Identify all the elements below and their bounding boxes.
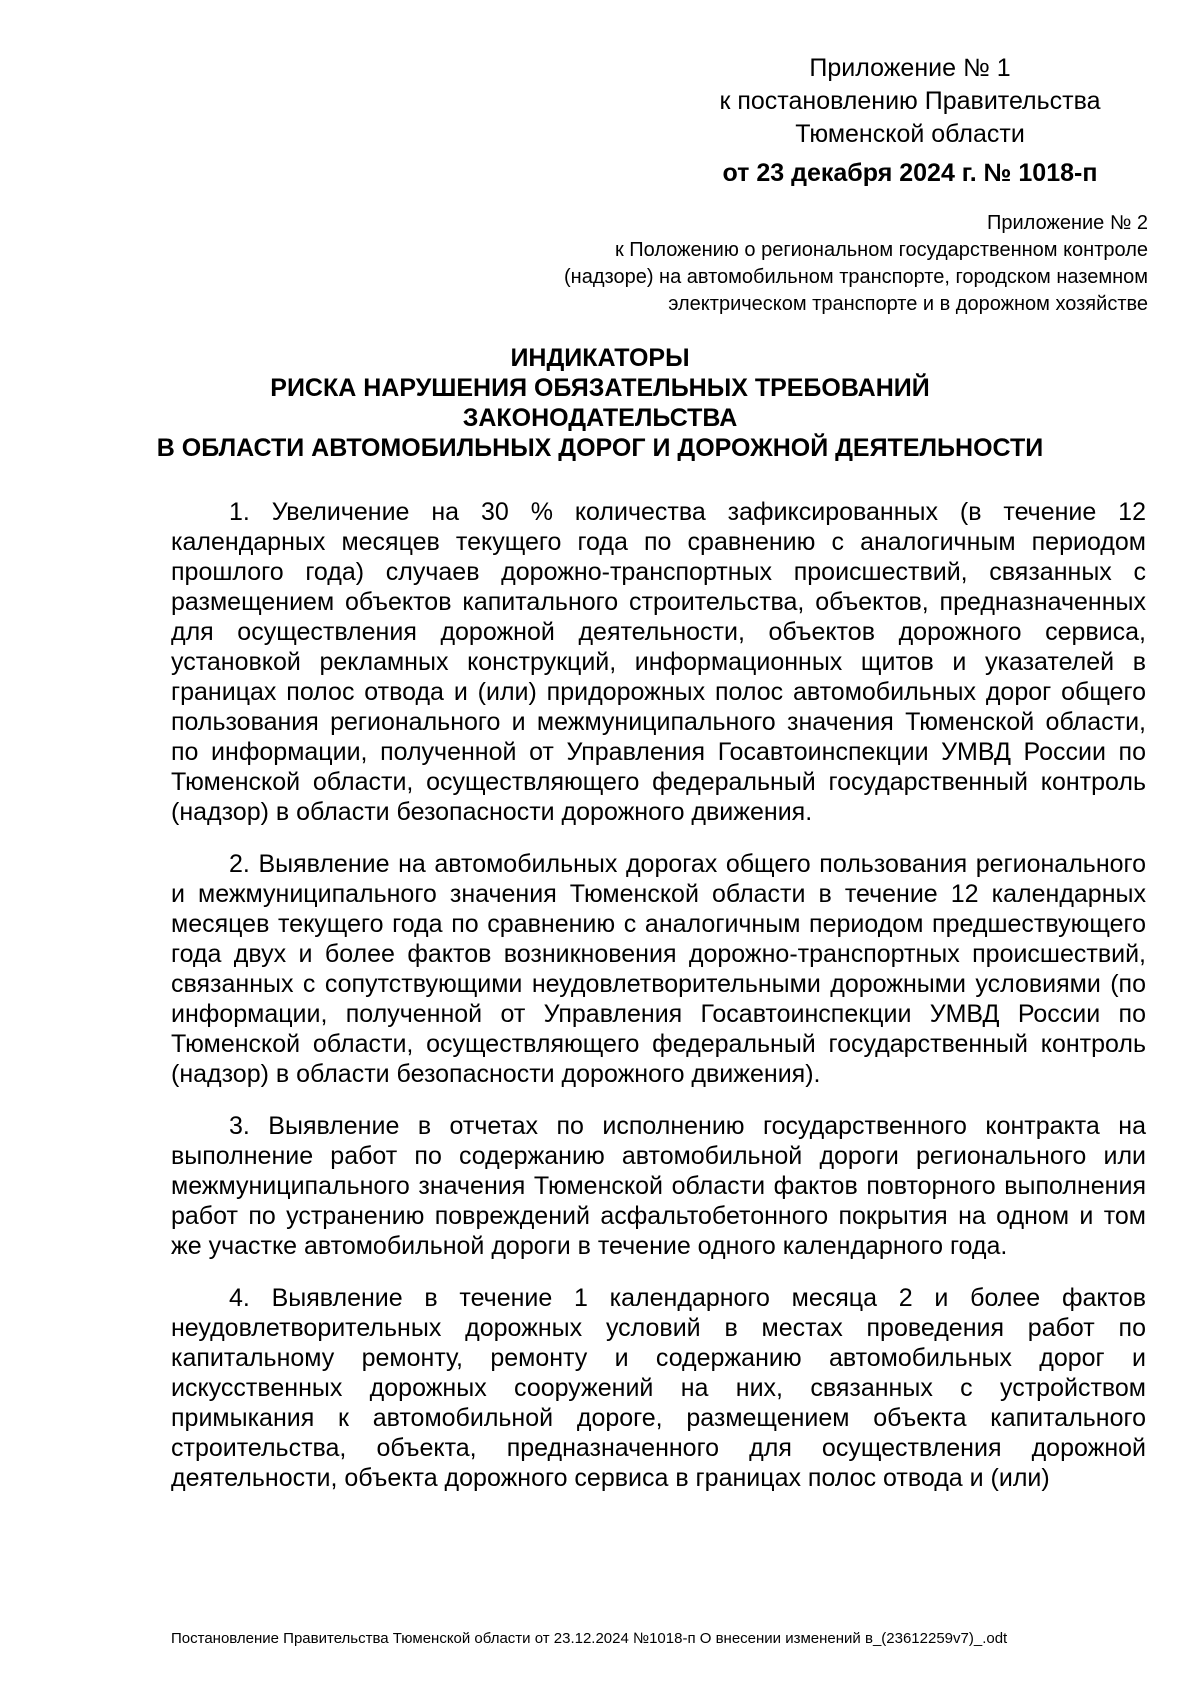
- appendix-2-ref-line2: (надзоре) на автомобильном транспорте, городском наземном: [564, 266, 1148, 288]
- appendix-1-label: Приложение № 1: [809, 54, 1011, 82]
- appendix-2-header: [448, 210, 1148, 318]
- document-body: [171, 497, 1146, 1515]
- title-line-3: ЗАКОНОДАТЕЛЬСТВА: [462, 404, 738, 432]
- appendix-2-ref-line1: к Положению о региональном государственном контроле: [614, 239, 1148, 261]
- indicator-paragraph-1: 1. Увеличение на 30 % количества зафиксированных (в течение 12 календарных месяцев текущего года по сравнению с аналогичным периодом прошлого года) случаев дорожно-транспортных происшествий, связанных с размещением объектов капитального строительства, объектов, предназначенных для осуществления дорожной деятельности, объектов дорожного сервиса, установкой рекламных конструкций, информационных щитов и указателей в границах полос отвода и (или) придорожных полос автомобильных дорог общего пользования регионального и межмуниципального значения Тюменской области, по информации, полученной от Управления Госавтоинспекции УМВД России по Тюменской области, осуществляющего федеральный государственный контроль (надзор) в области безопасности дорожного движения.: [171, 498, 1146, 826]
- indicator-paragraph-3: 3. Выявление в отчетах по исполнению государственного контракта на выполнение работ по содержанию автомобильной дороги регионального или межмуниципального значения Тюменской области фактов повторного выполнения работ по устранению повреждений асфальтобетонного покрытия на одном и том же участке автомобильной дороги в течение одного календарного года.: [171, 1112, 1146, 1260]
- indicator-paragraph-2: 2. Выявление на автомобильных дорогах общего пользования регионального и межмуниципального значения Тюменской области в течение 12 календарных месяцев текущего года по сравнению с аналогичным периодом предшествующего года двух и более фактов возникновения дорожно-транспортных происшествий, связанных с сопутствующими неудовлетворительными дорожными условиями (по информации, полученной от Управления Госавтоинспекции УМВД России по Тюменской области, осуществляющего федеральный государственный контроль (надзор) в области безопасности дорожного движения).: [171, 850, 1146, 1088]
- resolution-reference: к постановлению Правительства: [719, 87, 1101, 115]
- title-line-4: В ОБЛАСТИ АВТОМОБИЛЬНЫХ ДОРОГ И ДОРОЖНОЙ ДЕЯТЕЛЬНОСТИ: [156, 434, 1044, 462]
- appendix-2-ref-line3: электрическом транспорте и в дорожном хозяйстве: [668, 293, 1148, 315]
- appendix-1-header: [700, 52, 1120, 190]
- appendix-2-label: Приложение № 2: [987, 212, 1148, 234]
- region-name: Тюменской области: [795, 120, 1025, 148]
- title-line-1: ИНДИКАТОРЫ: [510, 344, 690, 372]
- indicator-paragraph-4: 4. Выявление в течение 1 календарного месяца 2 и более фактов неудовлетворительных дорожных условий в местах проведения работ по капитальному ремонту, ремонту и содержанию автомобильных дорог и искусственных дорожных сооружений на них, связанных с устройством примыкания к автомобильной дороге, размещением объекта капитального строительства, объекта, предназначенного для осуществления дорожной деятельности, объекта дорожного сервиса в границах полос отвода и (или): [171, 1284, 1146, 1492]
- document-title: [150, 343, 1050, 463]
- page-footer: Постановление Правительства Тюменской области от 23.12.2024 №1018-п О внесении изменений в_(23612259v7)_.odt: [171, 1630, 1008, 1647]
- resolution-date-number: от 23 декабря 2024 г. № 1018-п: [722, 159, 1098, 187]
- title-line-2: РИСКА НАРУШЕНИЯ ОБЯЗАТЕЛЬНЫХ ТРЕБОВАНИЙ: [270, 374, 930, 402]
